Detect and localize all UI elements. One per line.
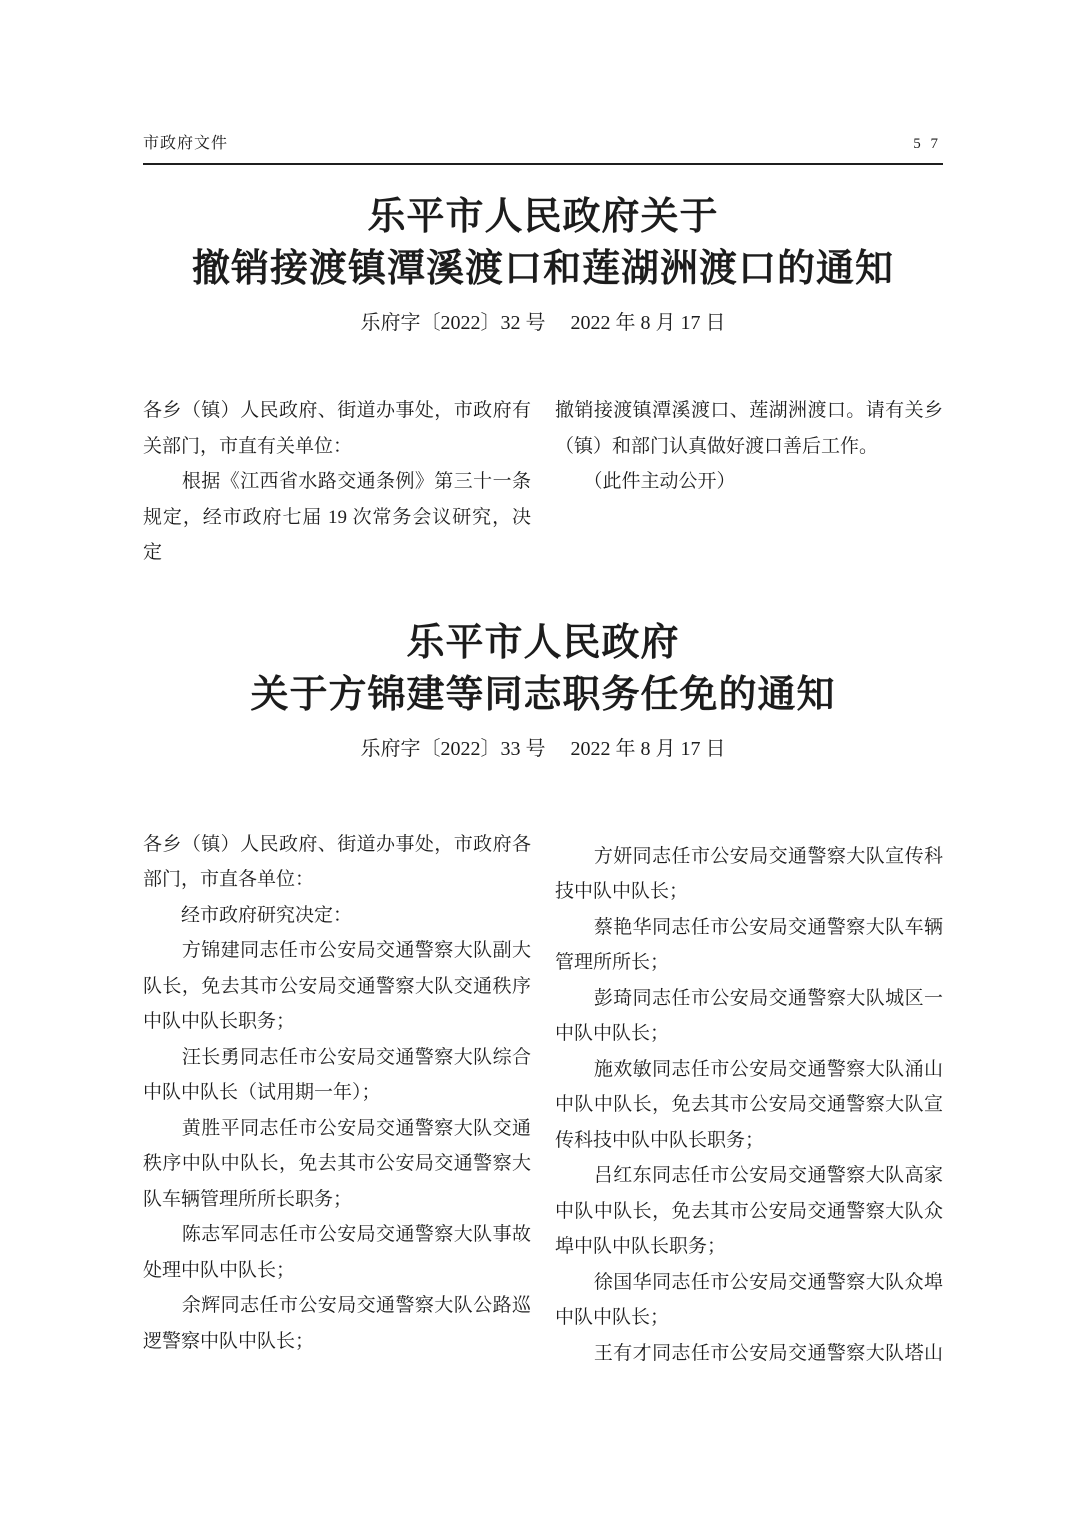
text-line: 陈志军同志任市公安局交通警察大队事故: [143, 1224, 531, 1245]
text-line: 处理中队中队长；: [143, 1259, 296, 1281]
text-line: 规定，经市政府七届 19 次常务会议研究，决定: [143, 506, 531, 563]
title-line: 撤销接渡镇潭溪渡口和莲湖洲渡口的通知: [191, 248, 894, 290]
text-line: 汪长勇同志任市公安局交通警察大队综合: [143, 1046, 531, 1068]
notice-section-2: [143, 617, 943, 1372]
doc-number-date: 乐府字〔2022〕32 号 2022 年 8 月 17 日: [360, 312, 726, 334]
notice-section-1: [143, 191, 943, 571]
right-column: [555, 827, 943, 1372]
text-line: 中队中队长；: [555, 1307, 670, 1328]
left-column: [143, 393, 531, 571]
text-line: 黄胜平同志任市公安局交通警察大队交通: [143, 1117, 531, 1139]
text-line: 队长，免去其市公安局交通警察大队交通秩序: [143, 975, 531, 997]
header-rule: [143, 163, 943, 165]
text-line: 中队中队长，免去其市公安局交通警察大队众: [555, 1200, 943, 1222]
title-line: 乐平市人民政府: [406, 621, 680, 664]
text-line: 彭琦同志任市公安局交通警察大队城区一: [555, 987, 943, 1009]
text-line: 秩序中队中队长，免去其市公安局交通警察大: [143, 1153, 531, 1174]
text-line: 各乡（镇）人民政府、街道办事处，市政府有: [143, 400, 531, 421]
page-header: [143, 130, 943, 153]
text-line: 管理所所长；: [555, 952, 670, 973]
title-line: 关于方锦建等同志职务任免的通知: [250, 673, 836, 716]
text-line: 经市政府研究决定：: [143, 904, 353, 926]
text-line: 施欢敏同志任市公安局交通警察大队涌山: [555, 1058, 943, 1080]
left-column: [143, 827, 531, 1372]
text-line: 撤销接渡镇潭溪渡口、莲湖洲渡口。请有关乡: [555, 400, 943, 421]
text-line: 余辉同志任市公安局交通警察大队公路巡: [143, 1295, 531, 1316]
text-line: （此件主动公开）: [555, 471, 736, 492]
text-line: 传科技中队中队长职务；: [555, 1129, 765, 1151]
doc-number-date: 乐府字〔2022〕33 号 2022 年 8 月 17 日: [360, 737, 726, 760]
text-line: 中队中队长职务；: [143, 1011, 296, 1032]
text-line: 吕红东同志任市公安局交通警察大队高家: [555, 1165, 943, 1186]
text-line: （镇）和部门认真做好渡口善后工作。: [555, 435, 879, 457]
text-line: 各乡（镇）人民政府、街道办事处，市政府各: [143, 833, 531, 855]
text-line: 方妍同志任市公安局交通警察大队宣传科: [555, 845, 943, 867]
page-number: 5 7: [913, 136, 941, 152]
text-line: 埠中队中队长职务；: [555, 1236, 727, 1257]
title-line: 乐平市人民政府关于: [367, 196, 719, 238]
text-line: 部门，市直各单位：: [143, 869, 315, 890]
text-line: 技中队中队长；: [555, 881, 689, 902]
text-line: 逻警察中队中队长；: [143, 1330, 315, 1352]
page-content: [143, 0, 943, 1371]
text-line: 方锦建同志任市公安局交通警察大队副大: [143, 940, 531, 961]
header-label: 市政府文件: [143, 135, 229, 152]
text-line: 王有才同志任市公安局交通警察大队塔山: [555, 1342, 943, 1364]
text-line: 徐国华同志任市公安局交通警察大队众埠: [555, 1271, 943, 1293]
right-column: [555, 393, 943, 571]
text-line: 根据《江西省水路交通条例》第三十一条: [143, 471, 531, 492]
text-line: 队车辆管理所所长职务；: [143, 1188, 353, 1210]
text-line: 中队中队长；: [555, 1023, 670, 1044]
text-columns: [143, 827, 943, 1372]
text-line: 中队中队长，免去其市公安局交通警察大队宣: [555, 1094, 943, 1115]
text-columns: [143, 393, 943, 571]
text-line: 蔡艳华同志任市公安局交通警察大队车辆: [555, 916, 943, 938]
text-line: 关部门，市直有关单位：: [143, 435, 353, 457]
notice-title: [143, 191, 943, 295]
notice-title: [143, 617, 943, 721]
text-line: 中队中队长（试用期一年）；: [143, 1082, 381, 1103]
